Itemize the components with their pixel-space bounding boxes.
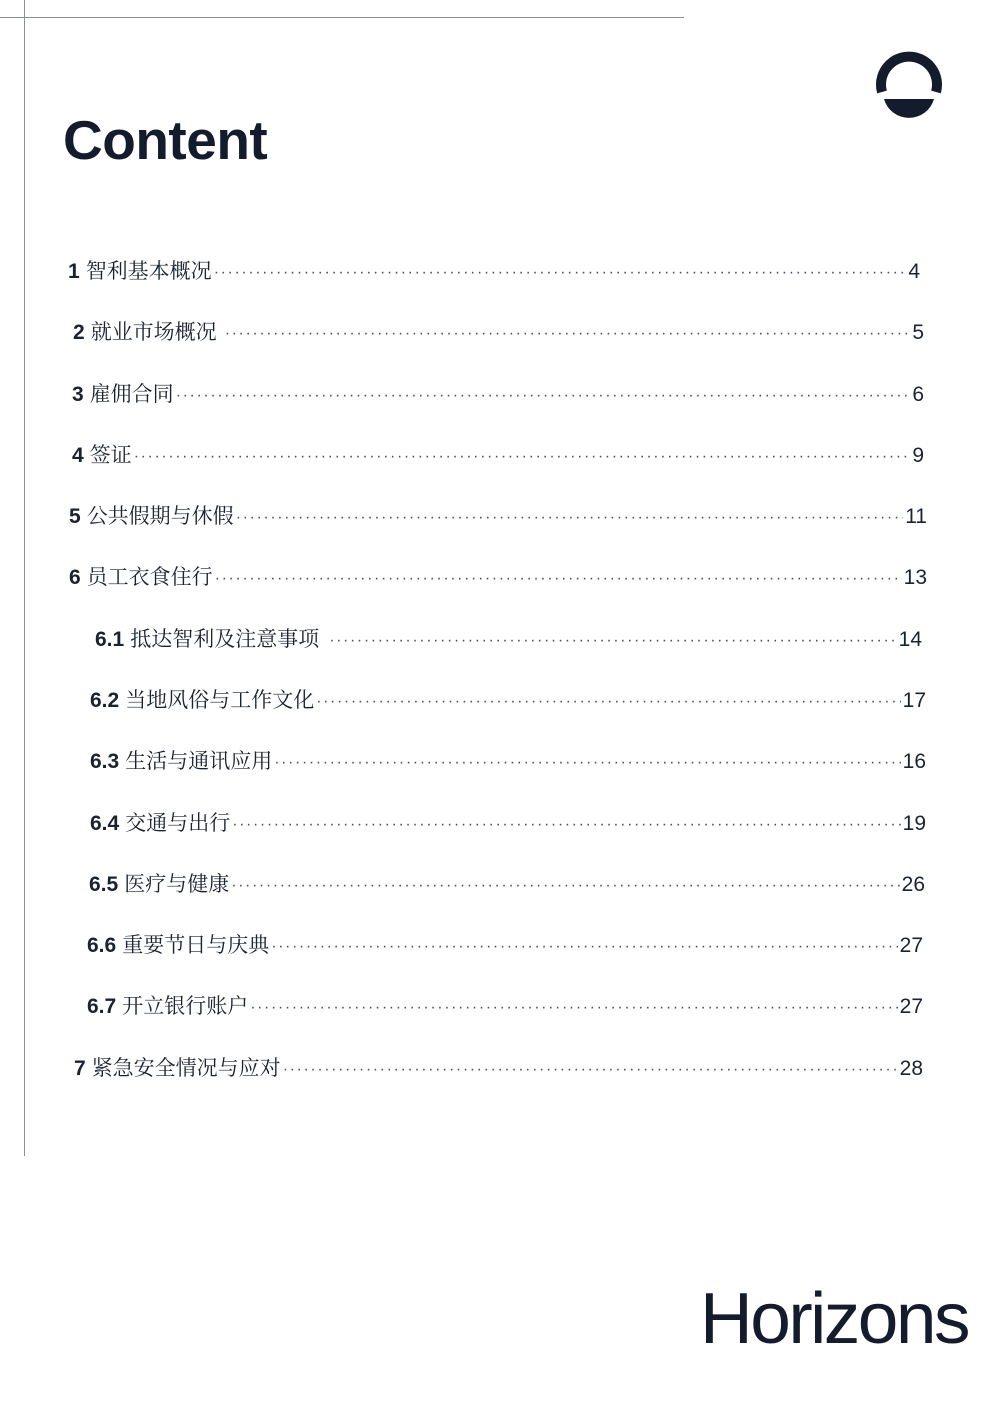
toc-entry-number: 7 — [74, 1057, 86, 1080]
toc-entry-page: 9 — [912, 444, 924, 467]
toc-entry-title: 开立银行账户 — [122, 994, 249, 1018]
toc-entry[interactable] — [95, 624, 922, 654]
brand-wordmark-text: Horizons — [700, 1282, 969, 1354]
toc-entry[interactable] — [87, 991, 923, 1021]
toc-entry[interactable] — [68, 256, 920, 286]
toc-entry[interactable] — [74, 1053, 923, 1083]
toc-entry-page: 4 — [908, 260, 920, 283]
toc-entry-page: 13 — [903, 566, 927, 589]
toc-entry-page: 17 — [902, 689, 926, 712]
toc-entry-title: 智利基本概况 — [85, 259, 212, 283]
toc-dot-leader — [316, 687, 900, 717]
toc-entry-page: 6 — [912, 383, 924, 406]
toc-entry[interactable] — [69, 501, 927, 531]
toc-entry-title: 签证 — [89, 443, 132, 467]
toc-entry-number: 6.2 — [90, 689, 120, 712]
toc-entry-title: 公共假期与休假 — [86, 504, 234, 528]
toc-entry-title: 雇佣合同 — [89, 382, 174, 406]
toc-entry[interactable] — [90, 746, 926, 776]
toc-entry-number: 6.3 — [90, 750, 120, 773]
toc-entry-page: 28 — [899, 1057, 923, 1080]
toc-dot-leader — [214, 258, 907, 288]
toc-entry-number: 2 — [73, 321, 85, 344]
toc-entry-title: 抵达智利及注意事项 — [130, 627, 320, 651]
top-rule-divider — [0, 17, 684, 18]
toc-entry-number: 6.7 — [87, 995, 117, 1018]
toc-dot-leader — [329, 626, 896, 656]
toc-entry-page: 27 — [899, 934, 923, 957]
toc-dot-leader — [225, 319, 911, 349]
toc-entry-number: 6.1 — [95, 628, 125, 651]
toc-entry-title: 重要节日与庆典 — [122, 933, 270, 957]
toc-entry-number: 3 — [72, 383, 84, 406]
toc-dot-leader — [215, 564, 902, 594]
toc-entry-page: 27 — [899, 995, 923, 1018]
toc-dot-leader — [232, 810, 900, 840]
left-rule-divider — [24, 0, 25, 1156]
toc-entry[interactable] — [73, 317, 924, 347]
toc-dot-leader — [236, 503, 904, 533]
toc-entry-title: 员工衣食住行 — [86, 565, 213, 589]
toc-entry-title: 交通与出行 — [125, 811, 231, 835]
toc-entry[interactable] — [69, 562, 927, 592]
toc-entry-page: 11 — [905, 505, 927, 528]
toc-entry-page: 16 — [902, 750, 926, 773]
toc-dot-leader — [134, 442, 911, 472]
toc-entry-title: 当地风俗与工作文化 — [125, 688, 315, 712]
toc-entry-title: 医疗与健康 — [124, 872, 230, 896]
toc-entry-number: 6 — [69, 566, 81, 589]
toc-dot-leader — [231, 871, 899, 901]
toc-dot-leader — [176, 381, 911, 411]
toc-entry-title: 生活与通讯应用 — [125, 749, 273, 773]
toc-entry[interactable] — [89, 869, 925, 899]
toc-entry[interactable] — [90, 808, 926, 838]
toc-entry-page: 19 — [902, 812, 926, 835]
toc-entry[interactable] — [72, 379, 924, 409]
toc-entry-number: 1 — [68, 260, 80, 283]
toc-entry-page: 14 — [898, 628, 922, 651]
toc-dot-leader — [274, 748, 900, 778]
toc-entry[interactable] — [87, 930, 923, 960]
toc-dot-leader — [283, 1055, 898, 1085]
toc-entry-number: 5 — [69, 505, 81, 528]
toc-entry-number: 4 — [72, 444, 84, 467]
ring-logo-icon — [874, 50, 944, 120]
toc-dot-leader — [250, 993, 897, 1023]
toc-entry-page: 5 — [912, 321, 924, 344]
toc-entry[interactable] — [90, 685, 926, 715]
toc-entry-number: 6.6 — [87, 934, 117, 957]
horizons-wordmark-logo — [700, 1282, 970, 1354]
page-title: Content — [63, 109, 268, 171]
toc-entry-page: 26 — [901, 873, 925, 896]
toc-entry-title: 紧急安全情况与应对 — [91, 1056, 281, 1080]
toc-entry-number: 6.5 — [89, 873, 119, 896]
toc-dot-leader — [271, 932, 897, 962]
toc-entry-number: 6.4 — [90, 812, 120, 835]
toc-entry[interactable] — [72, 440, 924, 470]
toc-entry-title: 就业市场概况 — [90, 320, 217, 344]
